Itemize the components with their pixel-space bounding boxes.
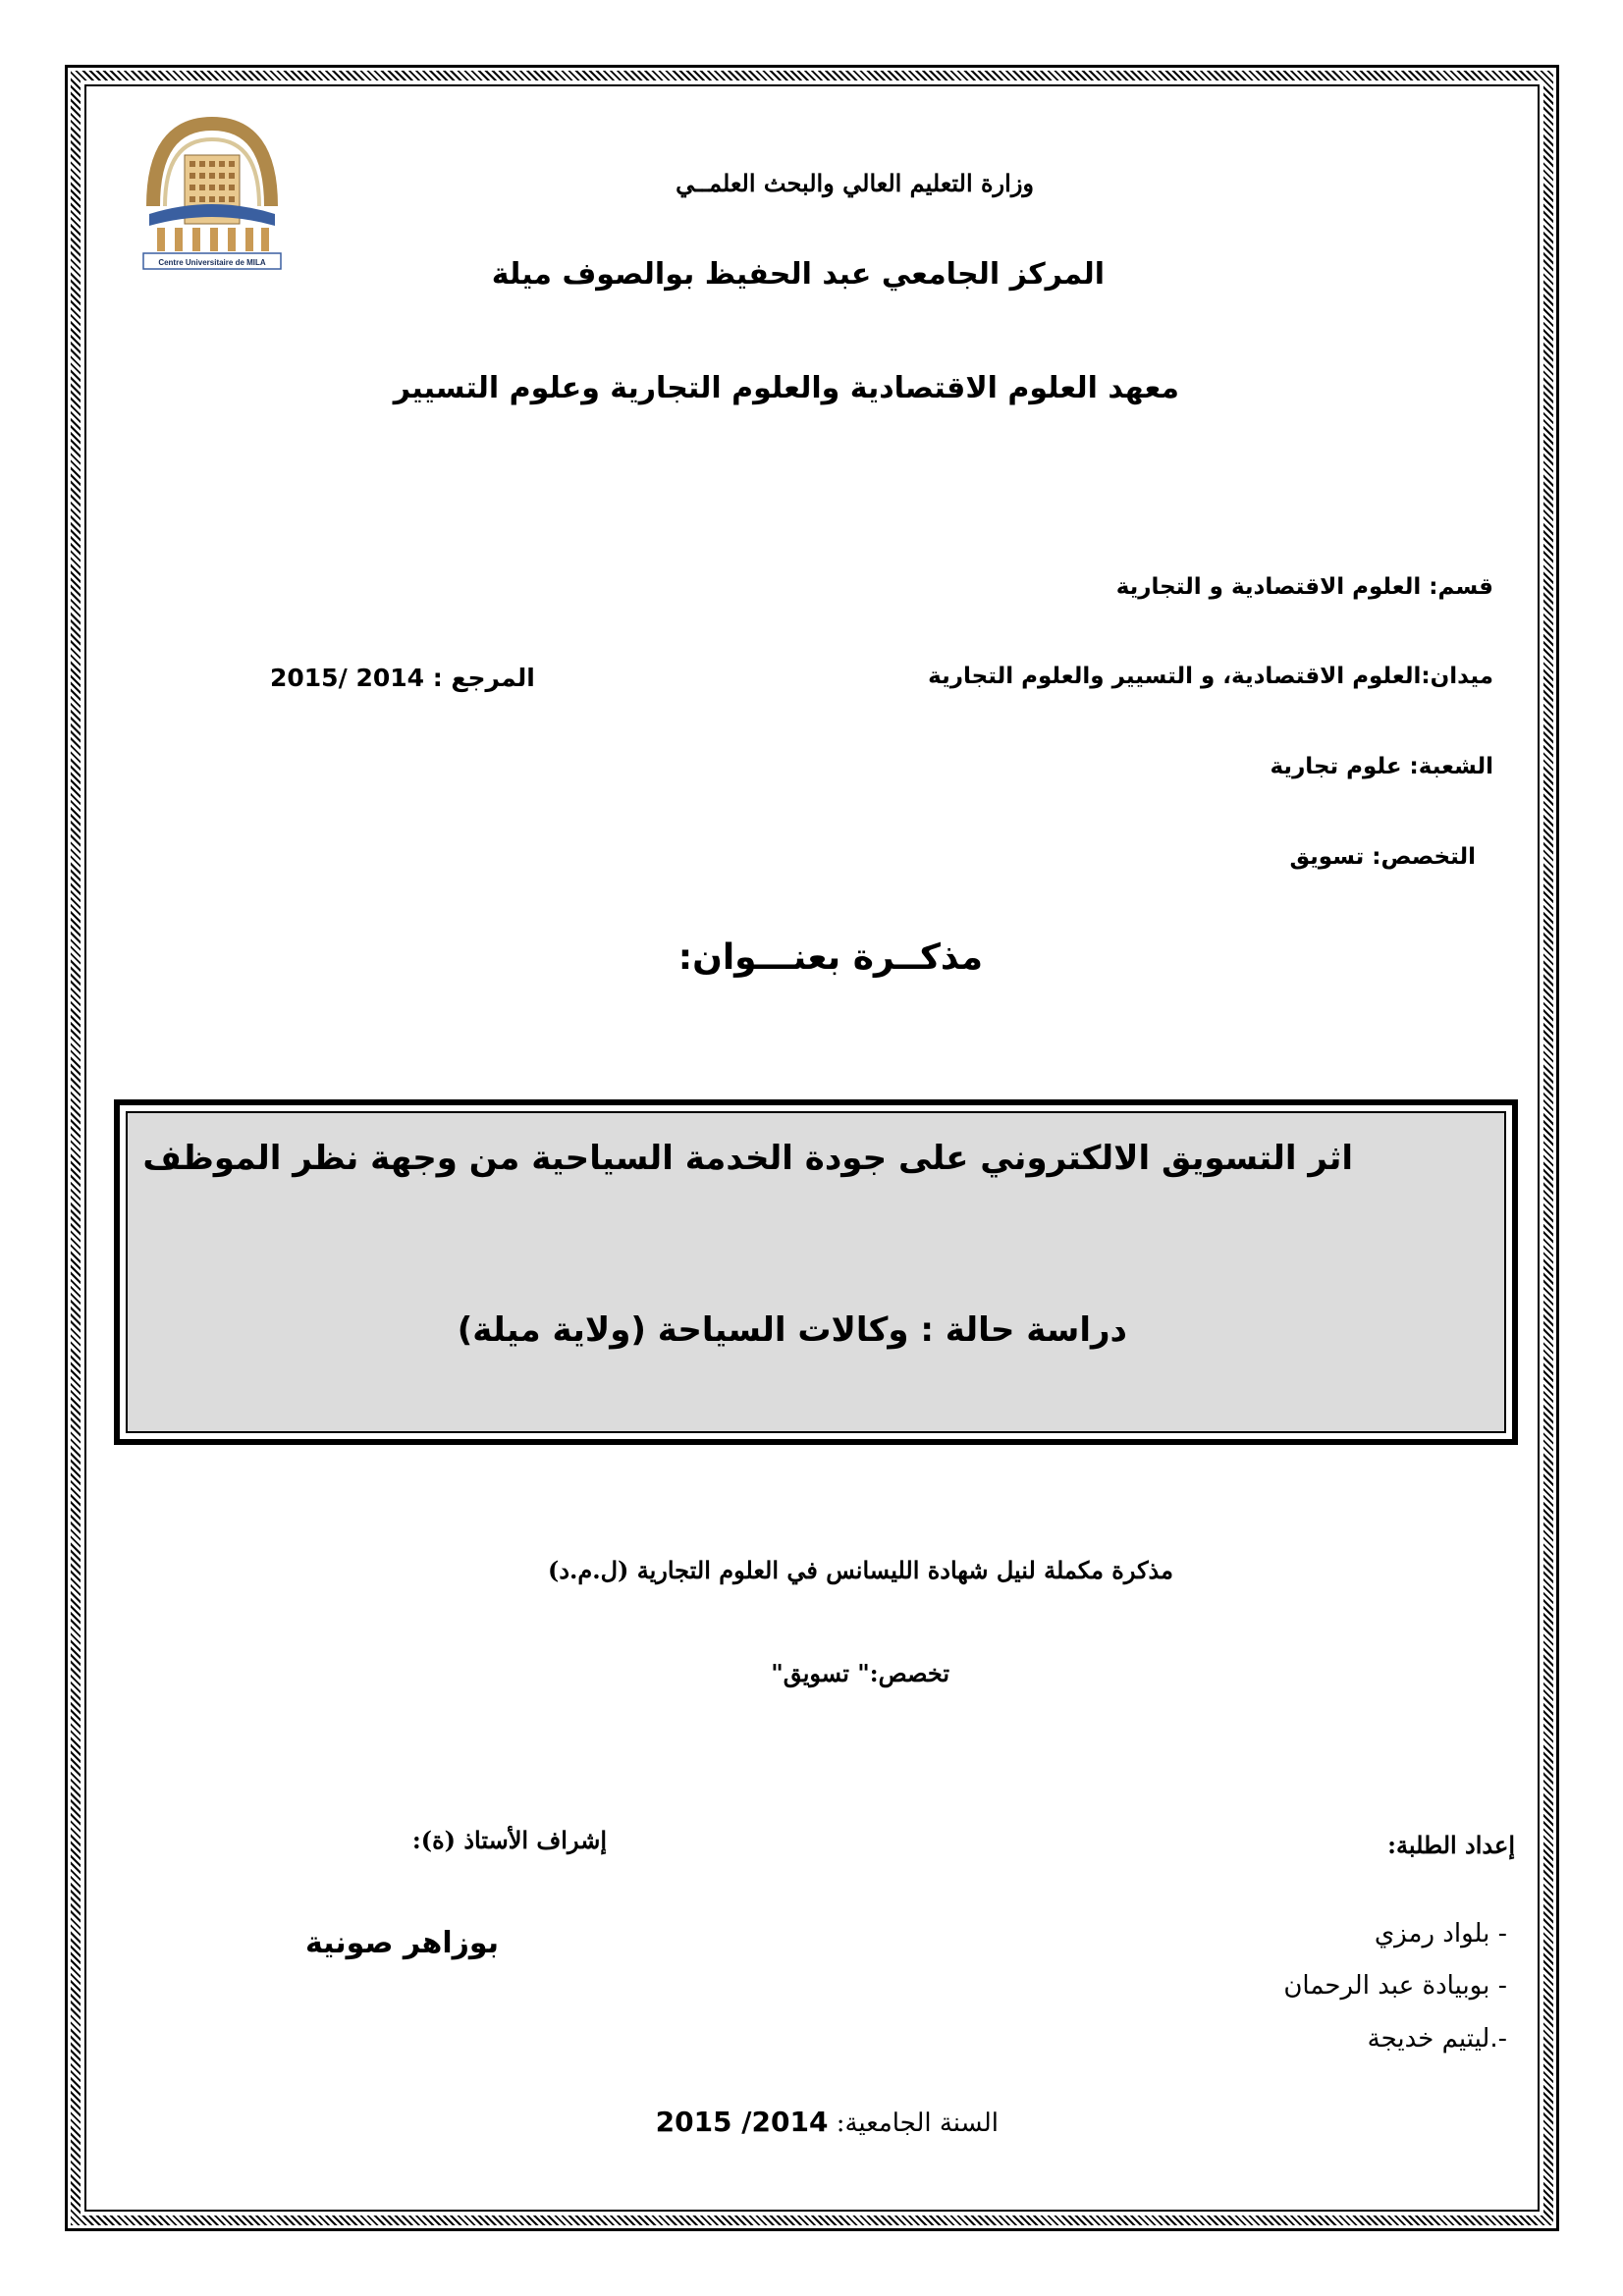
supervisor-name: بوزاهر صونية: [304, 1926, 499, 1960]
specialization-line: تخصص:" تسويق": [771, 1659, 949, 1687]
student-name: - بلواد رمزي: [1374, 1919, 1507, 1949]
branch-line: الشعبة: علوم تجارية: [1270, 754, 1493, 779]
reference-line: المرجع : 2014 /2015: [270, 664, 535, 692]
logo-caption: Centre Universitaire de MILA: [158, 258, 266, 267]
memo-heading: مذكــرة بعنـــوان:: [677, 937, 983, 978]
thesis-title: اثر التسويق الالكتروني على جودة الخدمة السياحية من وجهة نظر الموظف: [142, 1139, 1353, 1178]
academic-year-value: 2014/ 2015: [655, 2106, 829, 2138]
student-name: - بوبيادة عبد الرحمان: [1283, 1971, 1507, 2001]
student-name: -.ليتيم خديجة: [1367, 2024, 1507, 2054]
institute-name: معهد العلوم الاقتصادية والعلوم التجارية وعلوم التسيير: [393, 371, 1179, 405]
specialty-line: التخصص: تسويق: [1289, 844, 1476, 870]
supervision-label: إشراف الأستاذ (ة):: [411, 1826, 607, 1854]
degree-description: مذكرة مكملة لنيل شهادة الليسانس في العلوم التجارية (ل.م.د): [547, 1556, 1173, 1584]
field-line: ميدان:العلوم الاقتصادية، و التسيير والعلوم التجارية: [928, 664, 1493, 689]
university-logo: [135, 116, 288, 275]
ministry-line: وزارة التعليم العالي والبحث العلمــي: [676, 169, 1034, 197]
department-line: قسم: العلوم الاقتصادية و التجارية: [1115, 574, 1493, 600]
prepared-by-label: إعداد الطلبة:: [1387, 1831, 1515, 1859]
academic-year: [656, 2106, 999, 2138]
university-center-name: المركز الجامعي عبد الحفيظ بوالصوف ميلة: [491, 257, 1105, 292]
academic-year-label: السنة الجامعية:: [836, 2109, 999, 2138]
thesis-subtitle: دراسة حالة : وكالات السياحة (ولاية ميلة): [457, 1310, 1127, 1350]
